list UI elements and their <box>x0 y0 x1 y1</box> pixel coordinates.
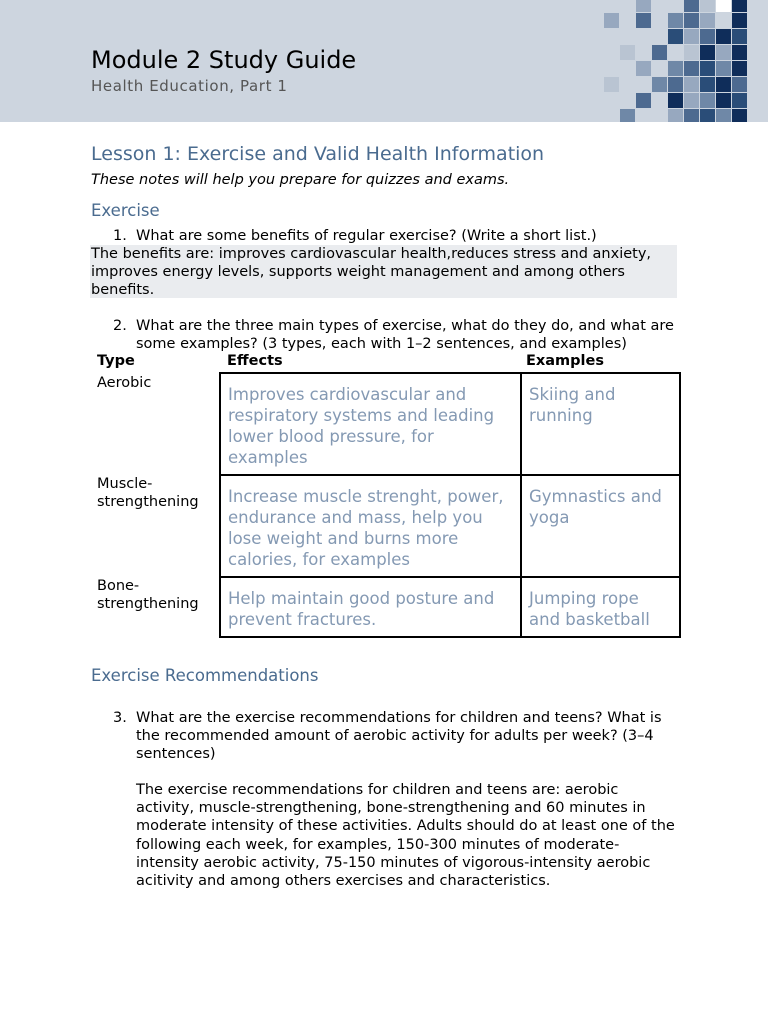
question-2-number: 2. <box>113 318 127 334</box>
examples-cell-muscle[interactable]: Gymnastics and yoga <box>521 475 680 577</box>
lesson-heading: Lesson 1: Exercise and Valid Health Information <box>91 143 545 165</box>
mosaic-square <box>732 61 747 76</box>
question-3-text: What are the exercise recommendations for children and teens? What is the recommended amount of aerobic activity for adults per week? (3–4 sentences) <box>136 710 662 762</box>
answer-3-text[interactable]: The exercise recommendations for children and teens are: aerobic activity, muscle-strengthening, bone-strengthening and 60 minutes in moderate intensity of these activities. Adults should do at least one of the following each week, for examples, 150-300 minutes of moderate-intensity aerobic activity, 75-150 minutes of vigorous-intensity aerobic acitivity and among others exercises and characteristics. <box>136 782 675 890</box>
table-row <box>220 577 680 637</box>
mosaic-square <box>652 77 667 92</box>
mosaic-square <box>716 93 731 108</box>
mosaic-square <box>684 13 699 28</box>
mosaic-square <box>620 109 635 122</box>
question-1-text: What are some benefits of regular exercise? (Write a short list.) <box>136 228 597 244</box>
mosaic-square <box>604 13 619 28</box>
mosaic-square <box>732 13 747 28</box>
mosaic-square <box>668 77 683 92</box>
mosaic-square <box>684 61 699 76</box>
row-label-muscle: Muscle-strengthening <box>97 476 199 510</box>
mosaic-square <box>620 45 635 60</box>
table-header-type: Type <box>97 353 135 369</box>
exercise-types-table <box>219 372 681 638</box>
mosaic-square <box>732 45 747 60</box>
mosaic-square <box>668 61 683 76</box>
mosaic-square <box>684 45 699 60</box>
lesson-intro: These notes will help you prepare for quizzes and exams. <box>91 172 510 188</box>
mosaic-square <box>684 29 699 44</box>
mosaic-square <box>636 0 651 12</box>
mosaic-square <box>604 77 619 92</box>
mosaic-square <box>700 0 715 12</box>
mosaic-square <box>732 109 747 122</box>
table-header-examples: Examples <box>526 353 604 369</box>
row-label-aerobic: Aerobic <box>97 375 152 391</box>
mosaic-square <box>716 109 731 122</box>
mosaic-square <box>668 13 683 28</box>
examples-cell-aerobic[interactable]: Skiing and running <box>521 373 680 475</box>
examples-cell-bone[interactable]: Jumping rope and basketball <box>521 577 680 637</box>
table-row <box>220 373 680 475</box>
mosaic-square <box>636 13 651 28</box>
mosaic-square <box>700 29 715 44</box>
mosaic-square <box>668 93 683 108</box>
mosaic-square <box>716 61 731 76</box>
mosaic-square <box>716 29 731 44</box>
question-3-number: 3. <box>113 710 127 726</box>
mosaic-square <box>636 61 651 76</box>
mosaic-square <box>732 0 747 12</box>
answer-1-text[interactable]: The benefits are: improves cardiovascular health,reduces stress and anxiety, improves energy levels, supports weight management and among others benefits. <box>91 246 652 298</box>
mosaic-square <box>668 29 683 44</box>
mosaic-square <box>732 93 747 108</box>
mosaic-square <box>700 61 715 76</box>
effects-cell-muscle[interactable]: Increase muscle strenght, power, endurance and mass, help you lose weight and burns more calories, for examples <box>220 475 521 577</box>
mosaic-square <box>716 45 731 60</box>
document-title: Module 2 Study Guide <box>91 46 357 74</box>
mosaic-square <box>716 77 731 92</box>
mosaic-square <box>700 77 715 92</box>
table-header-effects: Effects <box>227 353 283 369</box>
effects-cell-bone[interactable]: Help maintain good posture and prevent fractures. <box>220 577 521 637</box>
question-1-number: 1. <box>113 228 127 244</box>
mosaic-square <box>684 77 699 92</box>
mosaic-square <box>684 109 699 122</box>
document-subtitle: Health Education, Part 1 <box>91 77 288 95</box>
table-row <box>220 475 680 577</box>
mosaic-square <box>700 93 715 108</box>
mosaic-square <box>684 0 699 12</box>
mosaic-square <box>716 0 731 12</box>
recommendations-heading: Exercise Recommendations <box>91 666 319 685</box>
mosaic-square <box>668 109 683 122</box>
mosaic-square <box>652 45 667 60</box>
mosaic-square <box>732 77 747 92</box>
mosaic-square <box>700 13 715 28</box>
exercise-heading: Exercise <box>91 201 160 220</box>
mosaic-square <box>684 93 699 108</box>
mosaic-square <box>636 93 651 108</box>
mosaic-square <box>700 109 715 122</box>
mosaic-square <box>732 29 747 44</box>
question-2-text: What are the three main types of exercise, what do they do, and what are some examples? (3 types, each with 1–2 sentences, and examples) <box>136 318 674 352</box>
header-banner <box>0 0 768 122</box>
effects-cell-aerobic[interactable]: Improves cardiovascular and respiratory systems and leading lower blood pressure, for examples <box>220 373 521 475</box>
row-label-bone: Bone-strengthening <box>97 578 199 612</box>
mosaic-square <box>700 45 715 60</box>
